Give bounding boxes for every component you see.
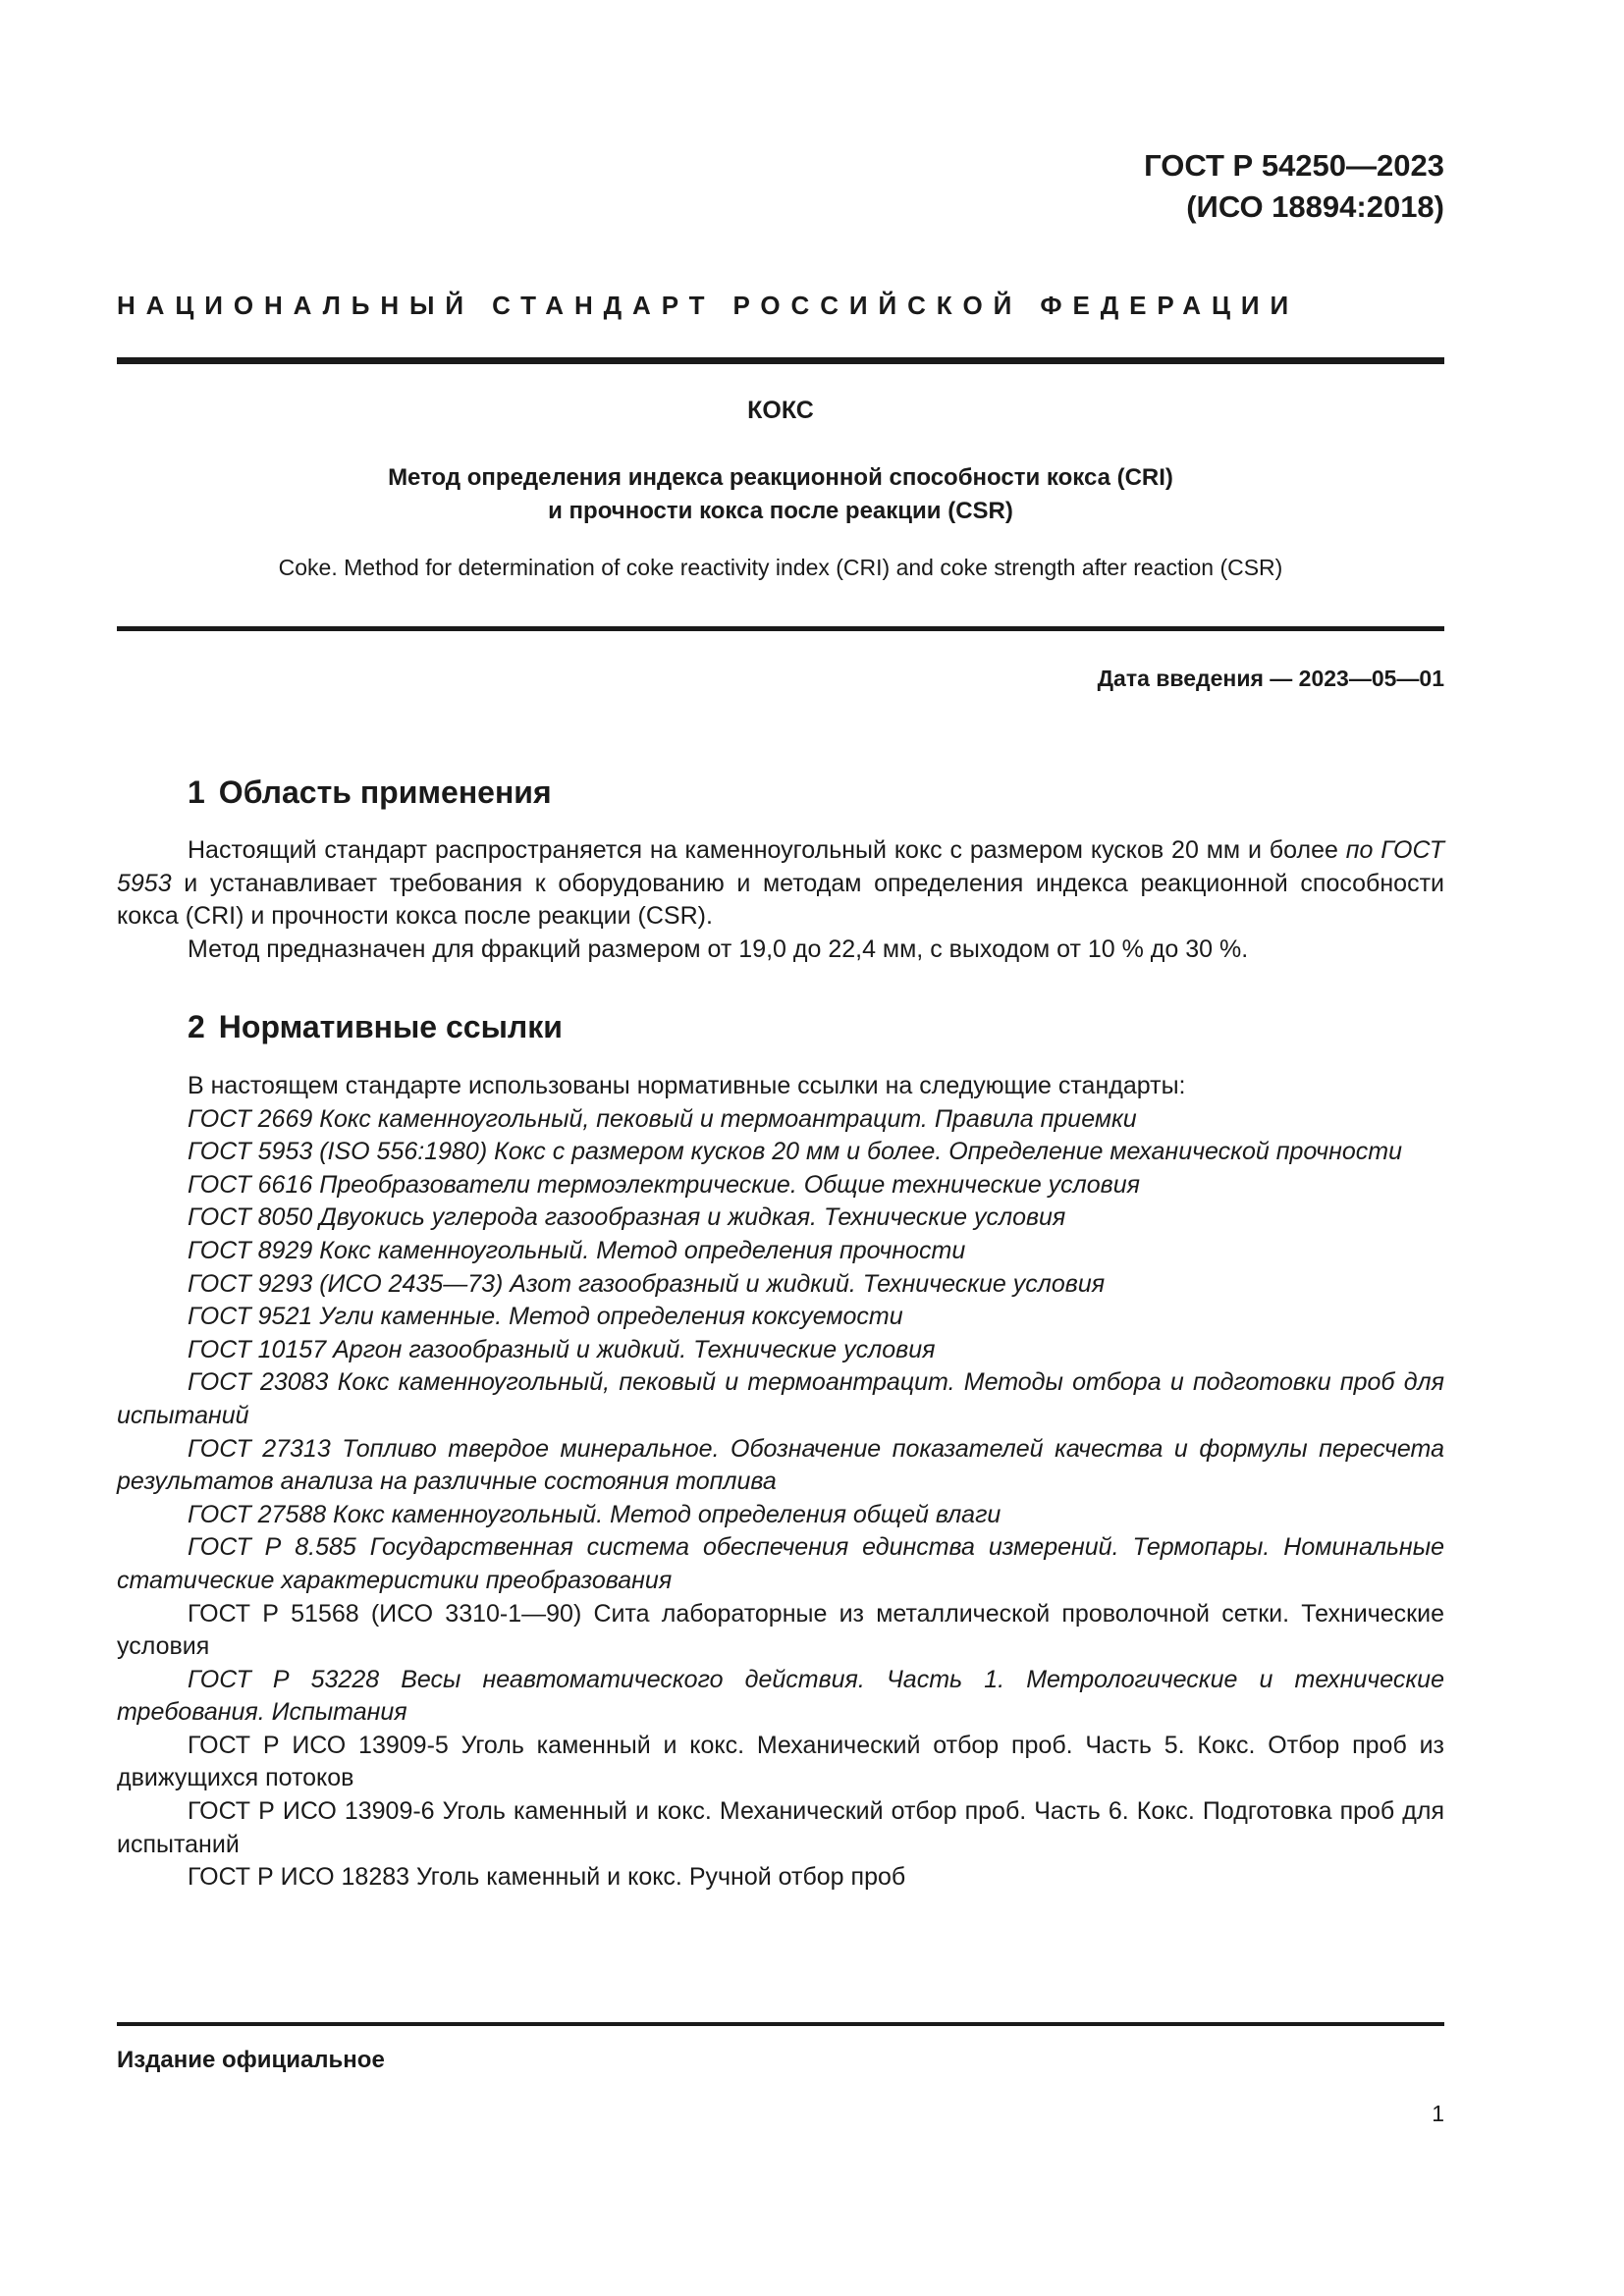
reference-text: ГОСТ Р ИСО 18283 Уголь каменный и кокс. Ручной отбор проб bbox=[188, 1863, 906, 1892]
page-number: 1 bbox=[1432, 2101, 1444, 2126]
document-subtitle bbox=[117, 461, 1444, 528]
reference-text-italic: ГОСТ 9293 (ИСО 2435—73) Азот газообразный и жидкий. Технические условия bbox=[188, 1269, 1106, 1298]
section-1-heading bbox=[188, 774, 552, 811]
reference-text-italic: ГОСТ 27313 Топливо твердое минеральное. Обозначение показателей качества и формулы пересчета результатов анализа на различные состояния топлива bbox=[117, 1434, 1444, 1496]
section-2-number: 2 bbox=[188, 1009, 205, 1044]
designation-line-gost: ГОСТ Р 54250—2023 bbox=[1144, 148, 1444, 183]
reference-item bbox=[117, 1664, 1444, 1730]
reference-item bbox=[117, 1268, 1444, 1302]
scope-text-part-2: и устанавливает требования к оборудованию и методам определения индекса реакционной способности кокса (CRI) и прочности кокса после реакции (CSR). bbox=[117, 869, 1444, 931]
section-2-title: Нормативные ссылки bbox=[218, 1009, 563, 1044]
reference-item bbox=[117, 1235, 1444, 1268]
reference-item bbox=[117, 1334, 1444, 1367]
reference-item bbox=[117, 1366, 1444, 1432]
designation-line-iso: (ИСО 18894:2018) bbox=[1186, 189, 1444, 224]
top-rule bbox=[117, 357, 1444, 364]
section-2-heading bbox=[188, 1009, 563, 1045]
reference-text-italic: ГОСТ Р 53228 Весы неавтоматического действия. Часть 1. Метрологические и технические требования. Испытания bbox=[117, 1665, 1444, 1727]
standard-designation bbox=[1144, 145, 1444, 228]
reference-item bbox=[117, 1103, 1444, 1137]
subtitle-line-2: и прочности кокса после реакции (CSR) bbox=[548, 498, 1013, 524]
reference-item bbox=[117, 1499, 1444, 1532]
reference-text: ГОСТ Р ИСО 13909-5 Уголь каменный и кокс. Механический отбор проб. Часть 5. Кокс. Отбор проб из движущихся потоков bbox=[117, 1731, 1444, 1792]
reference-item bbox=[117, 1136, 1444, 1169]
scope-paragraph bbox=[117, 834, 1444, 934]
reference-item bbox=[117, 1301, 1444, 1334]
reference-list bbox=[117, 1103, 1444, 1895]
reference-item bbox=[117, 1531, 1444, 1597]
section-1-title: Область применения bbox=[218, 774, 552, 810]
references-intro: В настоящем стандарте использованы нормативные ссылки на следующие стандарты: bbox=[188, 1072, 1186, 1099]
reference-text-italic: ГОСТ 8929 Кокс каменноугольный. Метод определения прочности bbox=[188, 1236, 966, 1264]
method-paragraph: Метод предназначен для фракций размером от 19,0 до 22,4 мм, с выходом от 10 % до 30 %. bbox=[188, 934, 1249, 963]
section-1-body bbox=[117, 834, 1444, 966]
reference-text: ГОСТ Р 51568 (ИСО 3310-1—90) Сита лабораторные из металлической проволочной сетки. Технические условия bbox=[117, 1599, 1444, 1661]
title-rule bbox=[117, 626, 1444, 631]
reference-item bbox=[117, 1169, 1444, 1202]
reference-item bbox=[117, 1201, 1444, 1235]
document-title: КОКС bbox=[747, 397, 814, 424]
official-edition-label: Издание официальное bbox=[117, 2047, 385, 2073]
scope-text-part-1: Настоящий стандарт распространяется на каменноугольный кокс с размером кусков 20 мм и более bbox=[188, 836, 1346, 864]
reference-item bbox=[117, 1598, 1444, 1664]
section-2-body bbox=[117, 1070, 1444, 1895]
reference-text-italic: ГОСТ 5953 (ISO 556:1980) Кокс с размером кусков 20 мм и более. Определение механической прочности bbox=[188, 1138, 1402, 1166]
reference-text-italic: ГОСТ 9521 Угли каменные. Метод определения коксуемости bbox=[188, 1303, 903, 1331]
footer-rule bbox=[117, 2022, 1444, 2026]
reference-text-italic: ГОСТ Р 8.585 Государственная система обеспечения единства измерений. Термопары. Номинальные статические характеристики преобразования bbox=[117, 1533, 1444, 1594]
reference-item bbox=[117, 1861, 1444, 1895]
national-standard-banner: НАЦИОНАЛЬНЫЙ СТАНДАРТ РОССИЙСКОЙ ФЕДЕРАЦИИ bbox=[117, 291, 1300, 320]
reference-text: ГОСТ Р ИСО 13909-6 Уголь каменный и кокс. Механический отбор проб. Часть 6. Кокс. Подготовка проб для испытаний bbox=[117, 1797, 1444, 1858]
scope-reference-link: по ГОСТ 5953 bbox=[117, 836, 1444, 897]
section-1-number: 1 bbox=[188, 774, 205, 810]
reference-item bbox=[117, 1730, 1444, 1795]
reference-text-italic: ГОСТ 23083 Кокс каменноугольный, пековый и термоантрацит. Методы отбора и подготовки проб для испытаний bbox=[117, 1368, 1444, 1429]
reference-item bbox=[117, 1433, 1444, 1499]
date-of-introduction: Дата введения — 2023—05—01 bbox=[1097, 666, 1444, 691]
reference-text-italic: ГОСТ 2669 Кокс каменноугольный, пековый и термоантрацит. Правила приемки bbox=[188, 1104, 1137, 1133]
subtitle-line-1: Метод определения индекса реакционной способности кокса (CRI) bbox=[388, 464, 1173, 491]
reference-item bbox=[117, 1795, 1444, 1861]
reference-text-italic: ГОСТ 27588 Кокс каменноугольный. Метод определения общей влаги bbox=[188, 1500, 1001, 1528]
document-page bbox=[117, 0, 1444, 2296]
reference-text-italic: ГОСТ 8050 Двуокись углерода газообразная и жидкая. Технические условия bbox=[188, 1203, 1066, 1232]
reference-text-italic: ГОСТ 10157 Аргон газообразный и жидкий. Технические условия bbox=[188, 1335, 936, 1363]
english-title: Coke. Method for determination of coke reactivity index (CRI) and coke strength after reaction (CSR) bbox=[278, 555, 1283, 580]
reference-text-italic: ГОСТ 6616 Преобразователи термоэлектрические. Общие технические условия bbox=[188, 1170, 1140, 1199]
